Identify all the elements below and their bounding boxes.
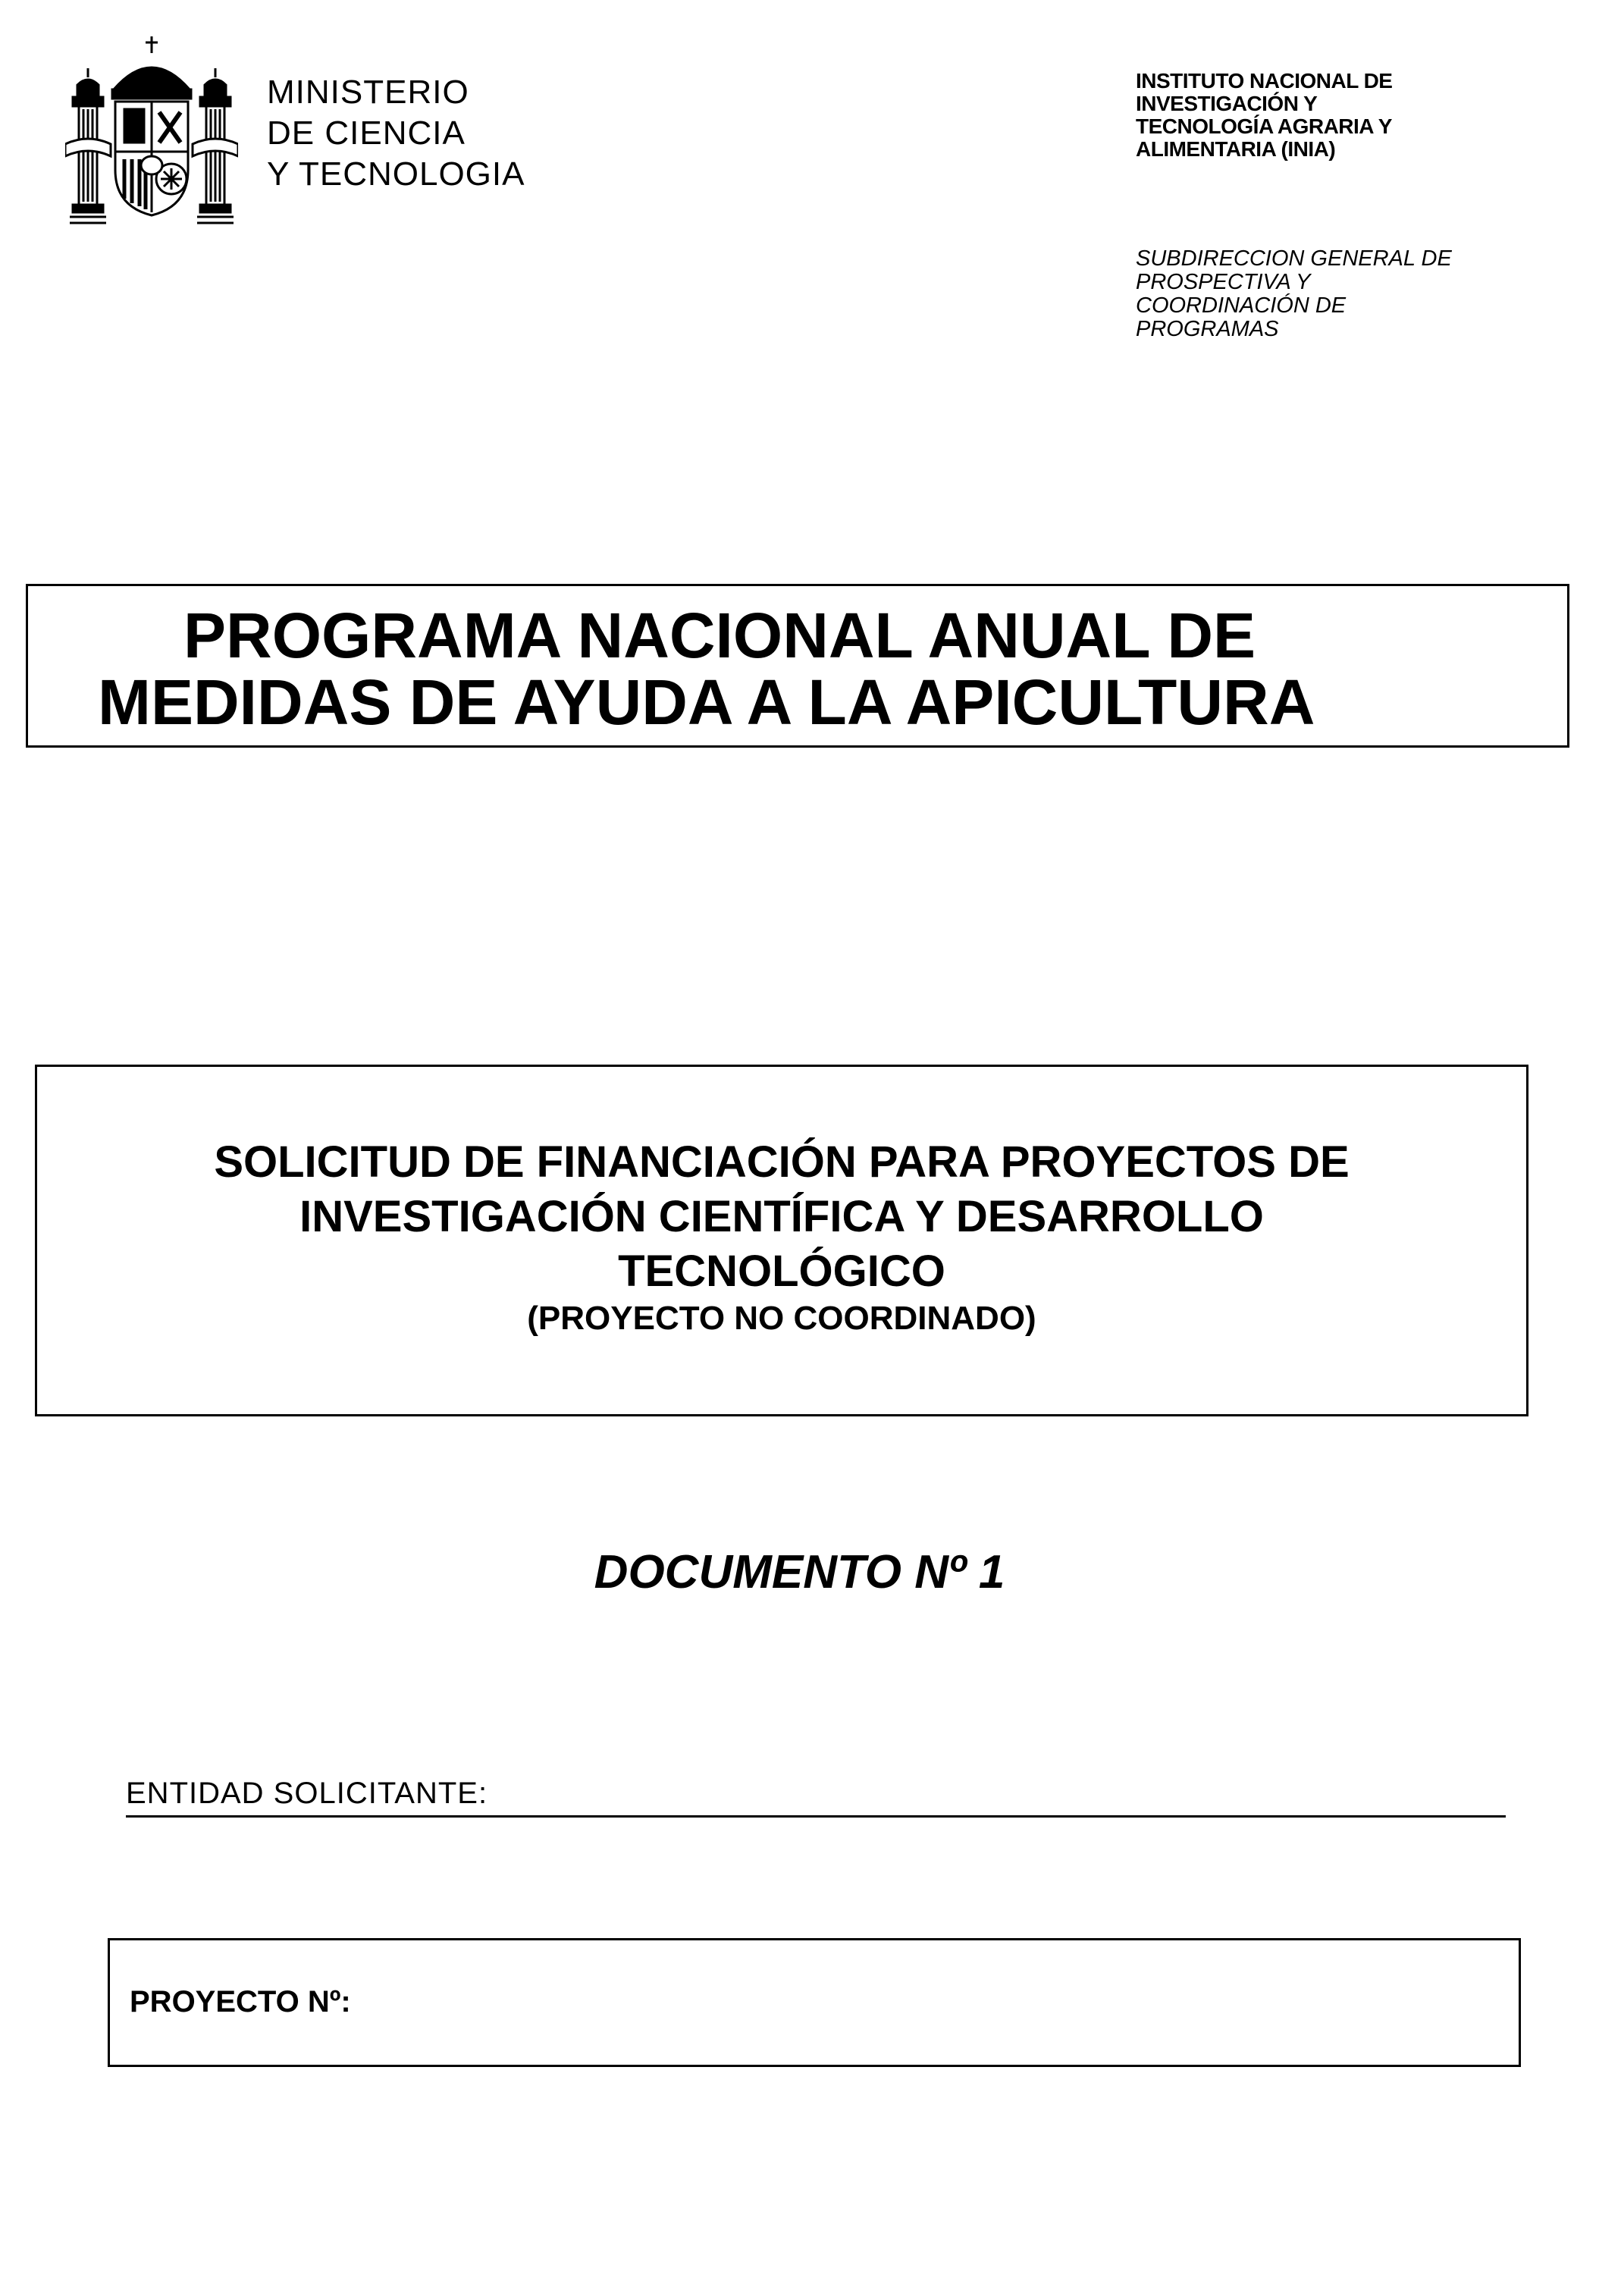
- ministry-line: Y TECNOLOGIA: [267, 155, 525, 193]
- document-number: DOCUMENTO Nº 1: [594, 1546, 1005, 1598]
- project-number-label: PROYECTO Nº:: [130, 1985, 351, 2018]
- subdirectorate-line: SUBDIRECCION GENERAL DE: [1136, 246, 1452, 271]
- applicant-field-line[interactable]: [126, 1815, 1506, 1818]
- request-title-box: [35, 1065, 1528, 1416]
- project-number-box[interactable]: [108, 1938, 1521, 2067]
- request-subtitle: (PROYECTO NO COORDINADO): [527, 1300, 1036, 1337]
- subdirectorate-line: PROGRAMAS: [1136, 317, 1279, 341]
- ministry-line: DE CIENCIA: [267, 114, 466, 152]
- program-title-line: MEDIDAS DE AYUDA A LA APICULTURA: [98, 667, 1315, 738]
- spain-coat-of-arms-icon: [65, 30, 238, 227]
- institute-line: INSTITUTO NACIONAL DE: [1136, 69, 1393, 93]
- institute-line: TECNOLOGÍA AGRARIA Y: [1136, 114, 1392, 138]
- institute-line: ALIMENTARIA (INIA): [1136, 137, 1336, 161]
- request-title-line: SOLICITUD DE FINANCIACIÓN PARA PROYECTOS DE: [214, 1137, 1350, 1187]
- institute-name: [1136, 70, 1392, 161]
- subdirectorate-line: PROSPECTIVA Y: [1136, 270, 1311, 294]
- subdirectorate-name: [1136, 247, 1452, 341]
- institute-line: INVESTIGACIÓN Y: [1136, 92, 1318, 115]
- applicant-label: ENTIDAD SOLICITANTE:: [126, 1777, 488, 1810]
- program-title-box: [26, 584, 1569, 748]
- subdirectorate-line: COORDINACIÓN DE: [1136, 293, 1347, 318]
- ministry-line: MINISTERIO: [267, 74, 469, 111]
- request-title-line: INVESTIGACIÓN CIENTÍFICA Y DESARROLLO: [299, 1192, 1264, 1241]
- program-title-line: PROGRAMA NACIONAL ANUAL DE: [183, 600, 1256, 671]
- request-title-line: TECNOLÓGICO: [618, 1247, 945, 1296]
- ministry-name: [267, 72, 525, 195]
